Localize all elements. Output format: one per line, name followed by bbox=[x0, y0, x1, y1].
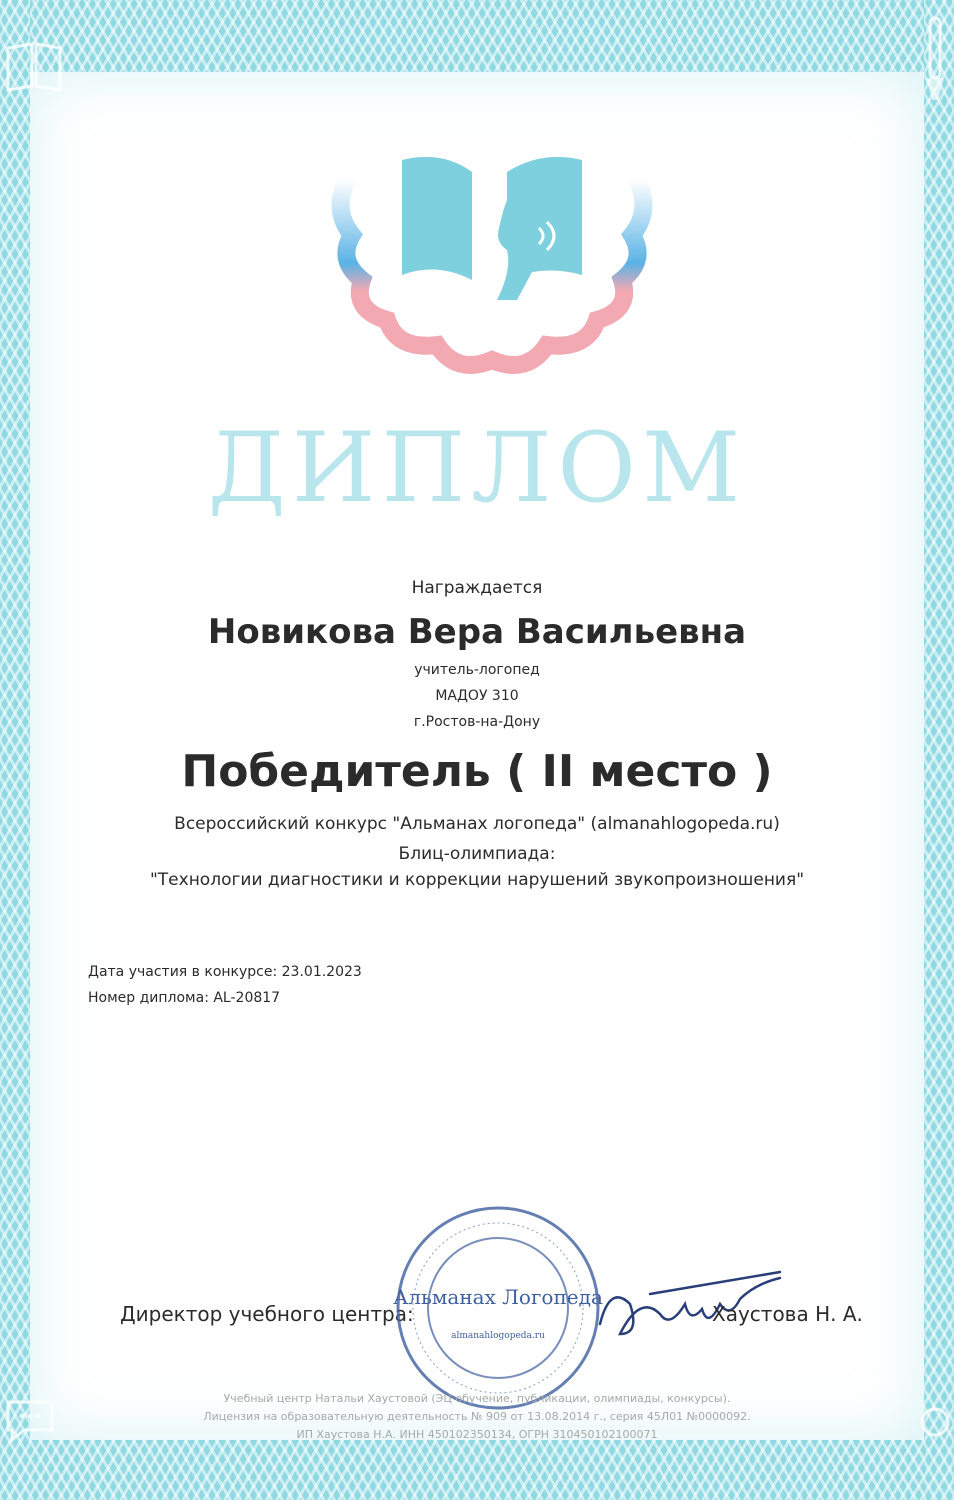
stamp-seal bbox=[392, 1202, 604, 1414]
recipient-org: МАДОУ 310 bbox=[435, 688, 519, 704]
director-name: Хаустова Н. А. bbox=[712, 1302, 863, 1326]
footer-line-2: Лицензия на образовательную деятельность № 909 от 13.08.2014 г., серия 45Л01 №0000092. bbox=[203, 1410, 751, 1423]
awarded-label: Награждается bbox=[411, 578, 543, 598]
recipient-name: Новикова Вера Васильевна bbox=[207, 612, 747, 652]
stamp-text: Альманах Логопеда bbox=[393, 1285, 603, 1309]
director-label: Директор учебного центра: bbox=[120, 1302, 414, 1326]
footer-line-1: Учебный центр Натальи Хаустовой (ЭЦ обучение, публикации, олимпиады, конкурсы). bbox=[223, 1392, 731, 1405]
award-place: Победитель ( II место ) bbox=[181, 746, 773, 797]
recipient-role: учитель-логопед bbox=[414, 662, 540, 678]
recipient-city: г.Ростов-на-Дону bbox=[413, 714, 541, 730]
book-icon bbox=[2, 36, 66, 96]
olympiad-topic: "Технологии диагностики и коррекции нарушений звукопроизношения" bbox=[149, 870, 805, 890]
diploma-title: ДИПЛОМ bbox=[207, 412, 747, 524]
border-top bbox=[0, 0, 954, 72]
blitz-label: Блиц-олимпиада: bbox=[398, 844, 556, 864]
participation-date: Дата участия в конкурсе: 23.01.2023 bbox=[88, 964, 362, 980]
brush-icon bbox=[918, 14, 952, 104]
footer-line-3: ИП Хаустова Н.А. ИНН 450102350134, ОГРН 310450102100071 bbox=[296, 1428, 658, 1441]
stamp-url: almanahlogopeda.ru bbox=[451, 1331, 545, 1341]
border-bottom bbox=[0, 1440, 954, 1500]
speech-therapist-logo-icon bbox=[327, 150, 657, 400]
contest-name: Всероссийский конкурс "Альманах логопеда" (almanahlogopeda.ru) bbox=[174, 814, 780, 834]
diploma-number: Номер диплома: AL-20817 bbox=[88, 990, 281, 1006]
